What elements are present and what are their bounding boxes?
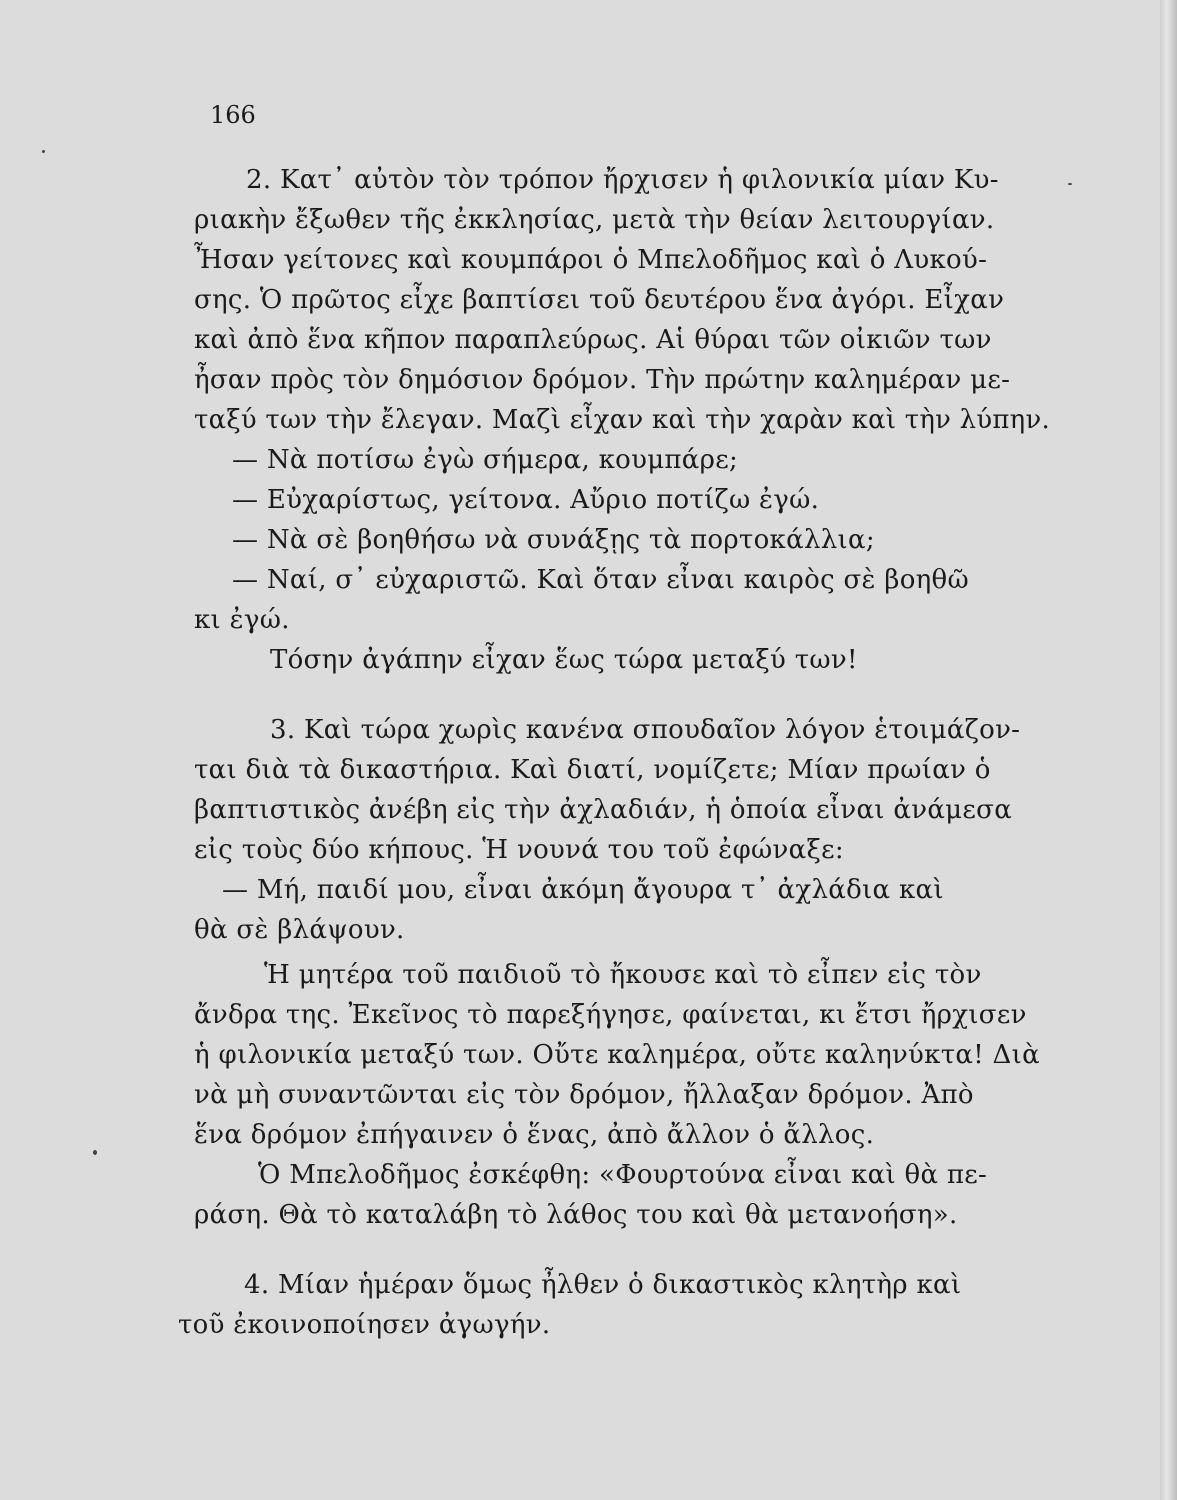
text-line: Ἡ μητέρα τοῦ παιδιοῦ τὸ ἤκουσε καὶ τὸ εἶπεν εἰς τὸν — [264, 960, 982, 990]
text-line: ταξύ των τὴν ἔλεγαν. Μαζὶ εἶχαν καὶ τὴν χαρὰν καὶ τὴν λύπην. — [194, 405, 1050, 435]
text-line: ἦσαν πρὸς τὸν δημόσιον δρόμον. Τὴν πρώτην καλημέραν με- — [194, 365, 1011, 395]
text-line: βαπτιστικὸς ἀνέβη εἰς τὴν ἀχλαδιάν, ἡ ὁποία εἶναι ἀνάμεσα — [194, 795, 1013, 825]
scan-speck — [93, 1150, 97, 1155]
text-line: ἡ φιλονικία μεταξύ των. Οὔτε καλημέρα, οὔτε καληνύκτα! Διὰ — [194, 1040, 1040, 1070]
dialogue-line: — Νὰ ποτίσω ἐγὼ σήμερα, κουμπάρε; — [232, 445, 739, 475]
text-line: Τόσην ἀγάπην εἶχαν ἕως τώρα μεταξύ των! — [270, 645, 858, 675]
text-line: ται διὰ τὰ δικαστήρια. Καὶ διατί, νομίζετε; Μίαν πρωίαν ὁ — [194, 755, 991, 785]
text-line: ριακὴν ἔξωθεν τῆς ἐκκλησίας, μετὰ τὴν θείαν λειτουργίαν. — [194, 205, 995, 235]
text-line: κι ἐγώ. — [194, 605, 290, 635]
text-line: 3. Καὶ τώρα χωρὶς κανένα σπουδαῖον λόγον ἑτοιμάζον- — [270, 715, 1021, 745]
text-line: ἄνδρα της. Ἐκεῖνος τὸ παρεξήγησε, φαίνεται, κι ἔτσι ἤρχισεν — [194, 1000, 1027, 1030]
page-number: 166 — [210, 101, 256, 129]
text-line: ράση. Θὰ τὸ καταλάβη τὸ λάθος του καὶ θὰ μετανοήση». — [194, 1200, 958, 1230]
text-line: καὶ ἀπὸ ἕνα κῆπον παραπλεύρως. Αἱ θύραι τῶν οἰκιῶν των — [194, 325, 992, 355]
scan-speck — [1068, 183, 1072, 185]
text-line: νὰ μὴ συναντῶνται εἰς τὸν δρόμον, ἤλλαξαν δρόμον. Ἀπὸ — [194, 1080, 974, 1110]
text-line: Ὁ Μπελοδῆμος ἐσκέφθη: «Φουρτούνα εἶναι καὶ θὰ πε- — [258, 1160, 988, 1190]
dialogue-line: — Ναί, σ᾽ εὐχαριστῶ. Καὶ ὅταν εἶναι καιρὸς σὲ βοηθῶ — [232, 565, 969, 595]
page-edge — [1160, 0, 1177, 1500]
dialogue-line: — Εὐχαρίστως, γείτονα. Αὔριο ποτίζω ἐγώ. — [232, 485, 820, 515]
text-line: εἰς τοὺς δύο κήπους. Ἡ νουνά του τοῦ ἐφώναξε: — [194, 835, 844, 865]
text-line: σης. Ὁ πρῶτος εἶχε βαπτίσει τοῦ δευτέρου ἕνα ἀγόρι. Εἶχαν — [194, 285, 1005, 315]
text-line: 2. Κατ᾽ αὐτὸν τὸν τρόπον ἤρχισεν ἡ φιλονικία μίαν Κυ- — [246, 165, 999, 195]
dialogue-line: — Μή, παιδί μου, εἶναι ἀκόμη ἄγουρα τ᾽ ἀχλάδια καὶ — [222, 875, 944, 905]
dialogue-line: — Νὰ σὲ βοηθήσω νὰ συνάξῃς τὰ πορτοκάλλια; — [232, 525, 875, 555]
text-line: ἕνα δρόμον ἐπήγαινεν ὁ ἕνας, ἀπὸ ἄλλον ὁ ἄλλος. — [194, 1120, 875, 1150]
text-line: τοῦ ἐκοινοποίησεν ἀγωγήν. — [178, 1310, 551, 1340]
text-line: θὰ σὲ βλάψουν. — [194, 915, 405, 945]
scan-speck — [42, 150, 45, 153]
text-line: Ἦσαν γείτονες καὶ κουμπάροι ὁ Μπελοδῆμος καὶ ὁ Λυκού- — [194, 245, 988, 275]
text-line: 4. Μίαν ἡμέραν ὅμως ἦλθεν ὁ δικαστικὸς κλητὴρ καὶ — [244, 1270, 962, 1300]
